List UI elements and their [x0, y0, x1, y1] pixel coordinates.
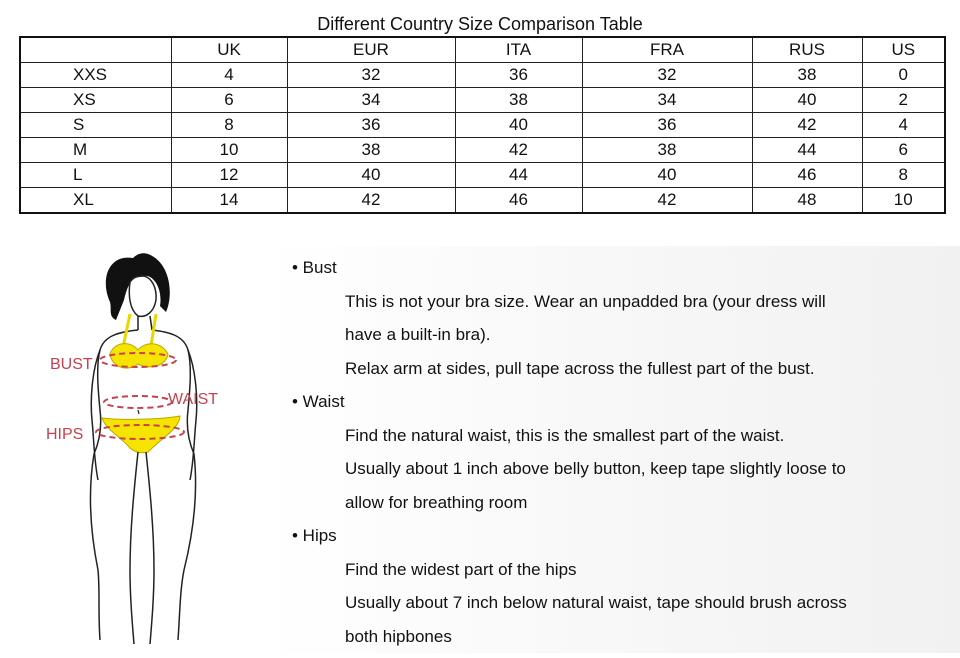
- bust-line: have a built-in bra).: [345, 325, 491, 344]
- row-header: S: [20, 113, 171, 138]
- table-cell: 0: [862, 63, 945, 88]
- row-header: M: [20, 138, 171, 163]
- column-header-rus: RUS: [752, 37, 862, 63]
- table-cell: 40: [455, 113, 582, 138]
- row-header: XXS: [20, 63, 171, 88]
- table-cell: 40: [287, 163, 455, 188]
- table-row: [20, 88, 945, 113]
- table-cell: 36: [455, 63, 582, 88]
- bust-line: This is not your bra size. Wear an unpadded bra (your dress will: [345, 292, 826, 311]
- table-cell: 32: [582, 63, 752, 88]
- waist-label: WAIST: [168, 391, 219, 408]
- table-cell: 42: [455, 138, 582, 163]
- table-cell: 12: [171, 163, 287, 188]
- table-cell: 4: [171, 63, 287, 88]
- table-cell: 10: [171, 138, 287, 163]
- waist-line: allow for breathing room: [345, 493, 528, 512]
- body-outline-illustration: [38, 240, 258, 653]
- table-cell: 6: [171, 88, 287, 113]
- table-row: [20, 63, 945, 88]
- table-cell: 44: [752, 138, 862, 163]
- hips-line: Find the widest part of the hips: [345, 560, 577, 579]
- table-row: [20, 163, 945, 188]
- table-cell: 34: [287, 88, 455, 113]
- table-cell: 34: [582, 88, 752, 113]
- table-cell: 38: [455, 88, 582, 113]
- table-title: Different Country Size Comparison Table: [317, 14, 643, 34]
- table-cell: 14: [171, 188, 287, 214]
- table-cell: 38: [287, 138, 455, 163]
- waist-line: Find the natural waist, this is the smallest part of the waist.: [345, 426, 785, 445]
- table-header-row: [20, 37, 945, 63]
- waist-line: Usually about 1 inch above belly button, keep tape slightly loose to: [345, 459, 846, 478]
- table-cell: 36: [287, 113, 455, 138]
- bust-line: Relax arm at sides, pull tape across the fullest part of the bust.: [345, 359, 815, 378]
- table-row: [20, 138, 945, 163]
- row-header: XS: [20, 88, 171, 113]
- table-cell: 42: [287, 188, 455, 214]
- table-cell: 6: [862, 138, 945, 163]
- column-header-us: US: [862, 37, 945, 63]
- column-header-eur: EUR: [287, 37, 455, 63]
- table-row: [20, 113, 945, 138]
- table-cell: 10: [862, 188, 945, 214]
- waist-heading: • Waist: [292, 392, 345, 411]
- hips-line: both hipbones: [345, 627, 452, 646]
- table-cell: 46: [752, 163, 862, 188]
- column-header-fra: FRA: [582, 37, 752, 63]
- size-comparison-table: [19, 36, 946, 214]
- table-cell: 42: [752, 113, 862, 138]
- table-cell: 32: [287, 63, 455, 88]
- column-header-uk: UK: [171, 37, 287, 63]
- table-cell: 2: [862, 88, 945, 113]
- table-cell: 8: [171, 113, 287, 138]
- table-cell: 38: [752, 63, 862, 88]
- bust-label: BUST: [50, 356, 93, 373]
- column-header-ita: ITA: [455, 37, 582, 63]
- table-cell: 4: [862, 113, 945, 138]
- table-cell: 42: [582, 188, 752, 214]
- column-header: [20, 37, 171, 63]
- hips-label: HIPS: [46, 426, 84, 443]
- table-cell: 36: [582, 113, 752, 138]
- hips-heading: • Hips: [292, 526, 337, 545]
- hips-line: Usually about 7 inch below natural waist, tape should brush across: [345, 593, 847, 612]
- table-cell: 40: [752, 88, 862, 113]
- table-row: [20, 188, 945, 214]
- table-cell: 38: [582, 138, 752, 163]
- row-header: XL: [20, 188, 171, 214]
- row-header: L: [20, 163, 171, 188]
- table-cell: 40: [582, 163, 752, 188]
- measurement-figure: [38, 240, 258, 653]
- bust-heading: • Bust: [292, 258, 337, 277]
- table-cell: 44: [455, 163, 582, 188]
- table-cell: 8: [862, 163, 945, 188]
- table-cell: 46: [455, 188, 582, 214]
- table-cell: 48: [752, 188, 862, 214]
